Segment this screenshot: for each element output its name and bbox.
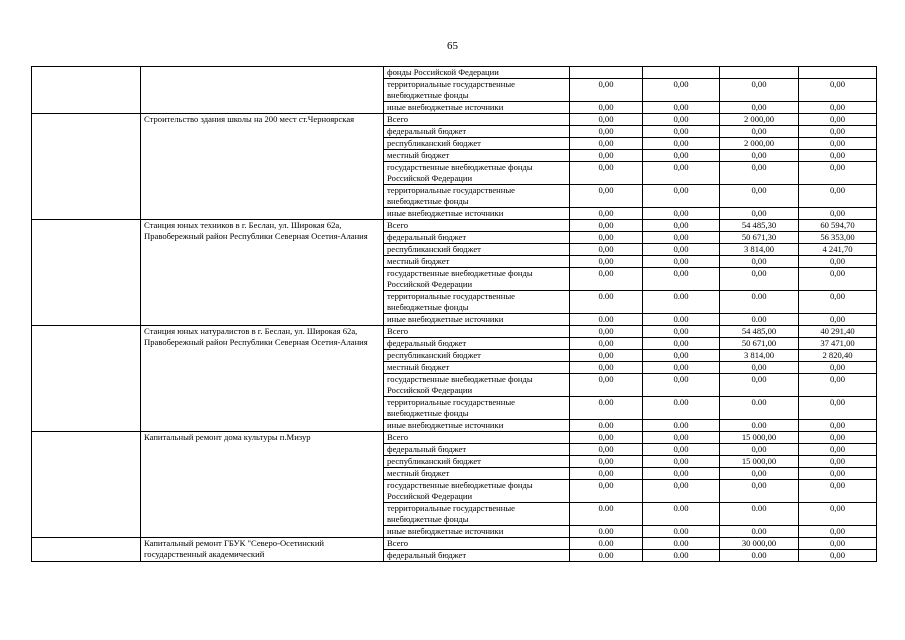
amount-cell: 0,00 xyxy=(799,208,877,220)
funding-source-cell: государственные внебюджетные фонды Российской Федерации xyxy=(384,374,570,397)
funding-table xyxy=(31,66,877,562)
amount-cell: 0,00 xyxy=(570,162,643,185)
amount-cell: 0.00 xyxy=(643,538,720,550)
amount-cell: 0,00 xyxy=(720,444,799,456)
amount-cell: 0,00 xyxy=(570,185,643,208)
amount-cell: 0,00 xyxy=(570,102,643,114)
amount-cell: 0.00 xyxy=(570,526,643,538)
amount-cell: 0.00 xyxy=(570,314,643,326)
amount-cell: 0,00 xyxy=(799,420,877,432)
amount-cell: 0.00 xyxy=(570,550,643,562)
amount-cell: 0,00 xyxy=(570,150,643,162)
amount-cell: 0,00 xyxy=(570,350,643,362)
funding-source-cell: государственные внебюджетные фонды Российской Федерации xyxy=(384,268,570,291)
amount-cell: 0,00 xyxy=(643,102,720,114)
amount-cell: 0.00 xyxy=(643,550,720,562)
amount-cell: 0,00 xyxy=(799,362,877,374)
table-row xyxy=(32,220,877,232)
funding-source-cell: иные внебюджетные источники xyxy=(384,314,570,326)
funding-source-cell: Всего xyxy=(384,326,570,338)
funding-source-cell: федеральный бюджет xyxy=(384,126,570,138)
amount-cell: 0,00 xyxy=(799,291,877,314)
funding-source-cell: федеральный бюджет xyxy=(384,550,570,562)
funding-source-cell: федеральный бюджет xyxy=(384,444,570,456)
amount-cell: 0,00 xyxy=(643,480,720,503)
amount-cell xyxy=(570,67,643,79)
amount-cell: 0,00 xyxy=(570,374,643,397)
amount-cell: 0,00 xyxy=(643,150,720,162)
amount-cell: 0.00 xyxy=(720,314,799,326)
funding-source-cell: иные внебюджетные источники xyxy=(384,208,570,220)
amount-cell: 0,00 xyxy=(570,326,643,338)
amount-cell: 54 485,30 xyxy=(720,220,799,232)
amount-cell: 40 291,40 xyxy=(799,326,877,338)
amount-cell: 0,00 xyxy=(799,138,877,150)
amount-cell: 2 000,00 xyxy=(720,114,799,126)
funding-source-cell: территориальные государственные внебюджетные фонды xyxy=(384,291,570,314)
amount-cell: 0.00 xyxy=(643,503,720,526)
amount-cell: 0,00 xyxy=(799,550,877,562)
funding-source-cell: Всего xyxy=(384,114,570,126)
amount-cell: 0,00 xyxy=(799,126,877,138)
amount-cell: 0,00 xyxy=(570,208,643,220)
amount-cell: 3 814,00 xyxy=(720,350,799,362)
amount-cell: 0,00 xyxy=(643,444,720,456)
funding-source-cell: иные внебюджетные источники xyxy=(384,526,570,538)
amount-cell: 0,00 xyxy=(799,268,877,291)
funding-source-cell: территориальные государственные внебюджетные фонды xyxy=(384,79,570,102)
amount-cell: 0,00 xyxy=(799,256,877,268)
amount-cell: 0,00 xyxy=(643,79,720,102)
empty-cell xyxy=(32,538,141,562)
amount-cell: 0,00 xyxy=(643,244,720,256)
amount-cell: 0.00 xyxy=(720,420,799,432)
empty-cell xyxy=(32,114,141,220)
amount-cell: 0,00 xyxy=(799,102,877,114)
funding-source-cell: республиканский бюджет xyxy=(384,350,570,362)
amount-cell: 0.00 xyxy=(720,503,799,526)
amount-cell: 0,00 xyxy=(570,444,643,456)
amount-cell: 0.00 xyxy=(643,420,720,432)
empty-cell xyxy=(32,67,141,114)
funding-source-cell: местный бюджет xyxy=(384,150,570,162)
amount-cell: 0.00 xyxy=(720,291,799,314)
amount-cell: 0,00 xyxy=(643,162,720,185)
amount-cell: 4 241,70 xyxy=(799,244,877,256)
amount-cell: 0,00 xyxy=(799,444,877,456)
amount-cell: 0,00 xyxy=(799,503,877,526)
amount-cell: 0,00 xyxy=(643,374,720,397)
amount-cell: 0.00 xyxy=(570,538,643,550)
amount-cell: 0,00 xyxy=(720,208,799,220)
empty-cell xyxy=(32,432,141,538)
amount-cell: 0.00 xyxy=(643,397,720,420)
funding-source-cell: федеральный бюджет xyxy=(384,338,570,350)
amount-cell: 56 353,00 xyxy=(799,232,877,244)
amount-cell: 0.00 xyxy=(570,420,643,432)
funding-source-cell: Всего xyxy=(384,432,570,444)
funding-source-cell: республиканский бюджет xyxy=(384,456,570,468)
amount-cell: 0,00 xyxy=(570,468,643,480)
amount-cell: 0,00 xyxy=(799,538,877,550)
amount-cell: 0,00 xyxy=(643,456,720,468)
amount-cell xyxy=(799,67,877,79)
object-name-cell: Станция юных техников в г. Беслан, ул. Широкая 62а, Правобережный район Республики Северная Осетия-Алания xyxy=(141,220,384,326)
amount-cell: 0.00 xyxy=(720,526,799,538)
amount-cell: 60 594,70 xyxy=(799,220,877,232)
amount-cell: 54 485,00 xyxy=(720,326,799,338)
amount-cell: 0,00 xyxy=(570,244,643,256)
object-name-cell: Капитальный ремонт дома культуры п.Мизур xyxy=(141,432,384,538)
amount-cell: 0,00 xyxy=(799,185,877,208)
amount-cell: 0,00 xyxy=(643,220,720,232)
amount-cell: 0,00 xyxy=(643,126,720,138)
amount-cell: 0.00 xyxy=(570,503,643,526)
amount-cell: 0,00 xyxy=(720,150,799,162)
funding-source-cell: фонды Российской Федерации xyxy=(384,67,570,79)
object-name-cell: Капитальный ремонт ГБУК "Северо-Осетинский государственный академический xyxy=(141,538,384,562)
funding-source-cell: иные внебюджетные источники xyxy=(384,420,570,432)
amount-cell: 0,00 xyxy=(570,432,643,444)
amount-cell: 0,00 xyxy=(799,374,877,397)
funding-source-cell: местный бюджет xyxy=(384,362,570,374)
amount-cell: 0,00 xyxy=(570,480,643,503)
funding-source-cell: местный бюджет xyxy=(384,468,570,480)
amount-cell: 0,00 xyxy=(799,162,877,185)
amount-cell: 0,00 xyxy=(643,432,720,444)
amount-cell: 0,00 xyxy=(570,338,643,350)
amount-cell: 0,00 xyxy=(570,79,643,102)
amount-cell: 30 000,00 xyxy=(720,538,799,550)
amount-cell: 0,00 xyxy=(643,468,720,480)
amount-cell: 0,00 xyxy=(799,456,877,468)
amount-cell: 0,00 xyxy=(570,256,643,268)
table-row xyxy=(32,432,877,444)
amount-cell: 0,00 xyxy=(643,350,720,362)
funding-source-cell: территориальные государственные внебюджетные фонды xyxy=(384,503,570,526)
object-name-cell xyxy=(141,67,384,114)
amount-cell: 0,00 xyxy=(720,79,799,102)
amount-cell: 0,00 xyxy=(643,338,720,350)
amount-cell: 0,00 xyxy=(799,397,877,420)
amount-cell: 0,00 xyxy=(799,480,877,503)
table-row xyxy=(32,326,877,338)
amount-cell xyxy=(720,67,799,79)
amount-cell: 0.00 xyxy=(720,397,799,420)
amount-cell: 0.00 xyxy=(720,550,799,562)
amount-cell: 0,00 xyxy=(570,232,643,244)
amount-cell: 0,00 xyxy=(643,256,720,268)
amount-cell: 0,00 xyxy=(799,114,877,126)
amount-cell: 0.00 xyxy=(643,314,720,326)
table-row xyxy=(32,67,877,79)
amount-cell: 0,00 xyxy=(799,468,877,480)
amount-cell: 0,00 xyxy=(799,432,877,444)
empty-cell xyxy=(32,326,141,432)
amount-cell: 0,00 xyxy=(720,256,799,268)
amount-cell: 0,00 xyxy=(799,314,877,326)
amount-cell: 0,00 xyxy=(720,468,799,480)
empty-cell xyxy=(32,220,141,326)
amount-cell: 0.00 xyxy=(643,526,720,538)
amount-cell: 0,00 xyxy=(643,114,720,126)
amount-cell: 0.00 xyxy=(570,397,643,420)
funding-source-cell: государственные внебюджетные фонды Российской Федерации xyxy=(384,162,570,185)
amount-cell: 0,00 xyxy=(570,138,643,150)
amount-cell: 50 671,30 xyxy=(720,232,799,244)
amount-cell: 0,00 xyxy=(720,185,799,208)
funding-source-cell: Всего xyxy=(384,220,570,232)
amount-cell: 0,00 xyxy=(643,208,720,220)
funding-source-cell: федеральный бюджет xyxy=(384,232,570,244)
amount-cell: 0,00 xyxy=(643,362,720,374)
amount-cell: 3 814,00 xyxy=(720,244,799,256)
amount-cell: 0,00 xyxy=(643,138,720,150)
table-row xyxy=(32,538,877,550)
amount-cell: 0.00 xyxy=(570,291,643,314)
object-name-cell: Строительство здания школы на 200 мест ст.Черноярская xyxy=(141,114,384,220)
amount-cell: 37 471,00 xyxy=(799,338,877,350)
funding-source-cell: территориальные государственные внебюджетные фонды xyxy=(384,397,570,420)
amount-cell: 0,00 xyxy=(643,185,720,208)
amount-cell: 0,00 xyxy=(643,232,720,244)
amount-cell: 0,00 xyxy=(570,220,643,232)
amount-cell: 0,00 xyxy=(570,362,643,374)
amount-cell xyxy=(643,67,720,79)
amount-cell: 0,00 xyxy=(720,480,799,503)
amount-cell: 0,00 xyxy=(720,102,799,114)
amount-cell: 0,00 xyxy=(570,268,643,291)
amount-cell: 0,00 xyxy=(799,150,877,162)
amount-cell: 0,00 xyxy=(643,326,720,338)
funding-source-cell: республиканский бюджет xyxy=(384,138,570,150)
amount-cell: 0,00 xyxy=(720,162,799,185)
amount-cell: 0,00 xyxy=(570,114,643,126)
amount-cell: 15 000,00 xyxy=(720,432,799,444)
amount-cell: 0,00 xyxy=(720,362,799,374)
amount-cell: 0,00 xyxy=(720,126,799,138)
funding-source-cell: территориальные государственные внебюджетные фонды xyxy=(384,185,570,208)
amount-cell: 0,00 xyxy=(570,126,643,138)
funding-source-cell: иные внебюджетные источники xyxy=(384,102,570,114)
amount-cell: 0,00 xyxy=(799,79,877,102)
amount-cell: 50 671,00 xyxy=(720,338,799,350)
amount-cell: 0,00 xyxy=(570,456,643,468)
amount-cell: 0,00 xyxy=(720,374,799,397)
funding-source-cell: республиканский бюджет xyxy=(384,244,570,256)
funding-source-cell: местный бюджет xyxy=(384,256,570,268)
page-number: 65 xyxy=(447,40,458,52)
object-name-cell: Станция юных натуралистов в г. Беслан, ул. Широкая 62а, Правобережный район Республики Северная Осетия-Алания xyxy=(141,326,384,432)
amount-cell: 0.00 xyxy=(643,291,720,314)
amount-cell: 15 000,00 xyxy=(720,456,799,468)
amount-cell: 0,00 xyxy=(643,268,720,291)
amount-cell: 0,00 xyxy=(799,526,877,538)
amount-cell: 2 820,40 xyxy=(799,350,877,362)
amount-cell: 2 000,00 xyxy=(720,138,799,150)
funding-source-cell: государственные внебюджетные фонды Российской Федерации xyxy=(384,480,570,503)
amount-cell: 0,00 xyxy=(720,268,799,291)
funding-source-cell: Всего xyxy=(384,538,570,550)
table-row xyxy=(32,114,877,126)
